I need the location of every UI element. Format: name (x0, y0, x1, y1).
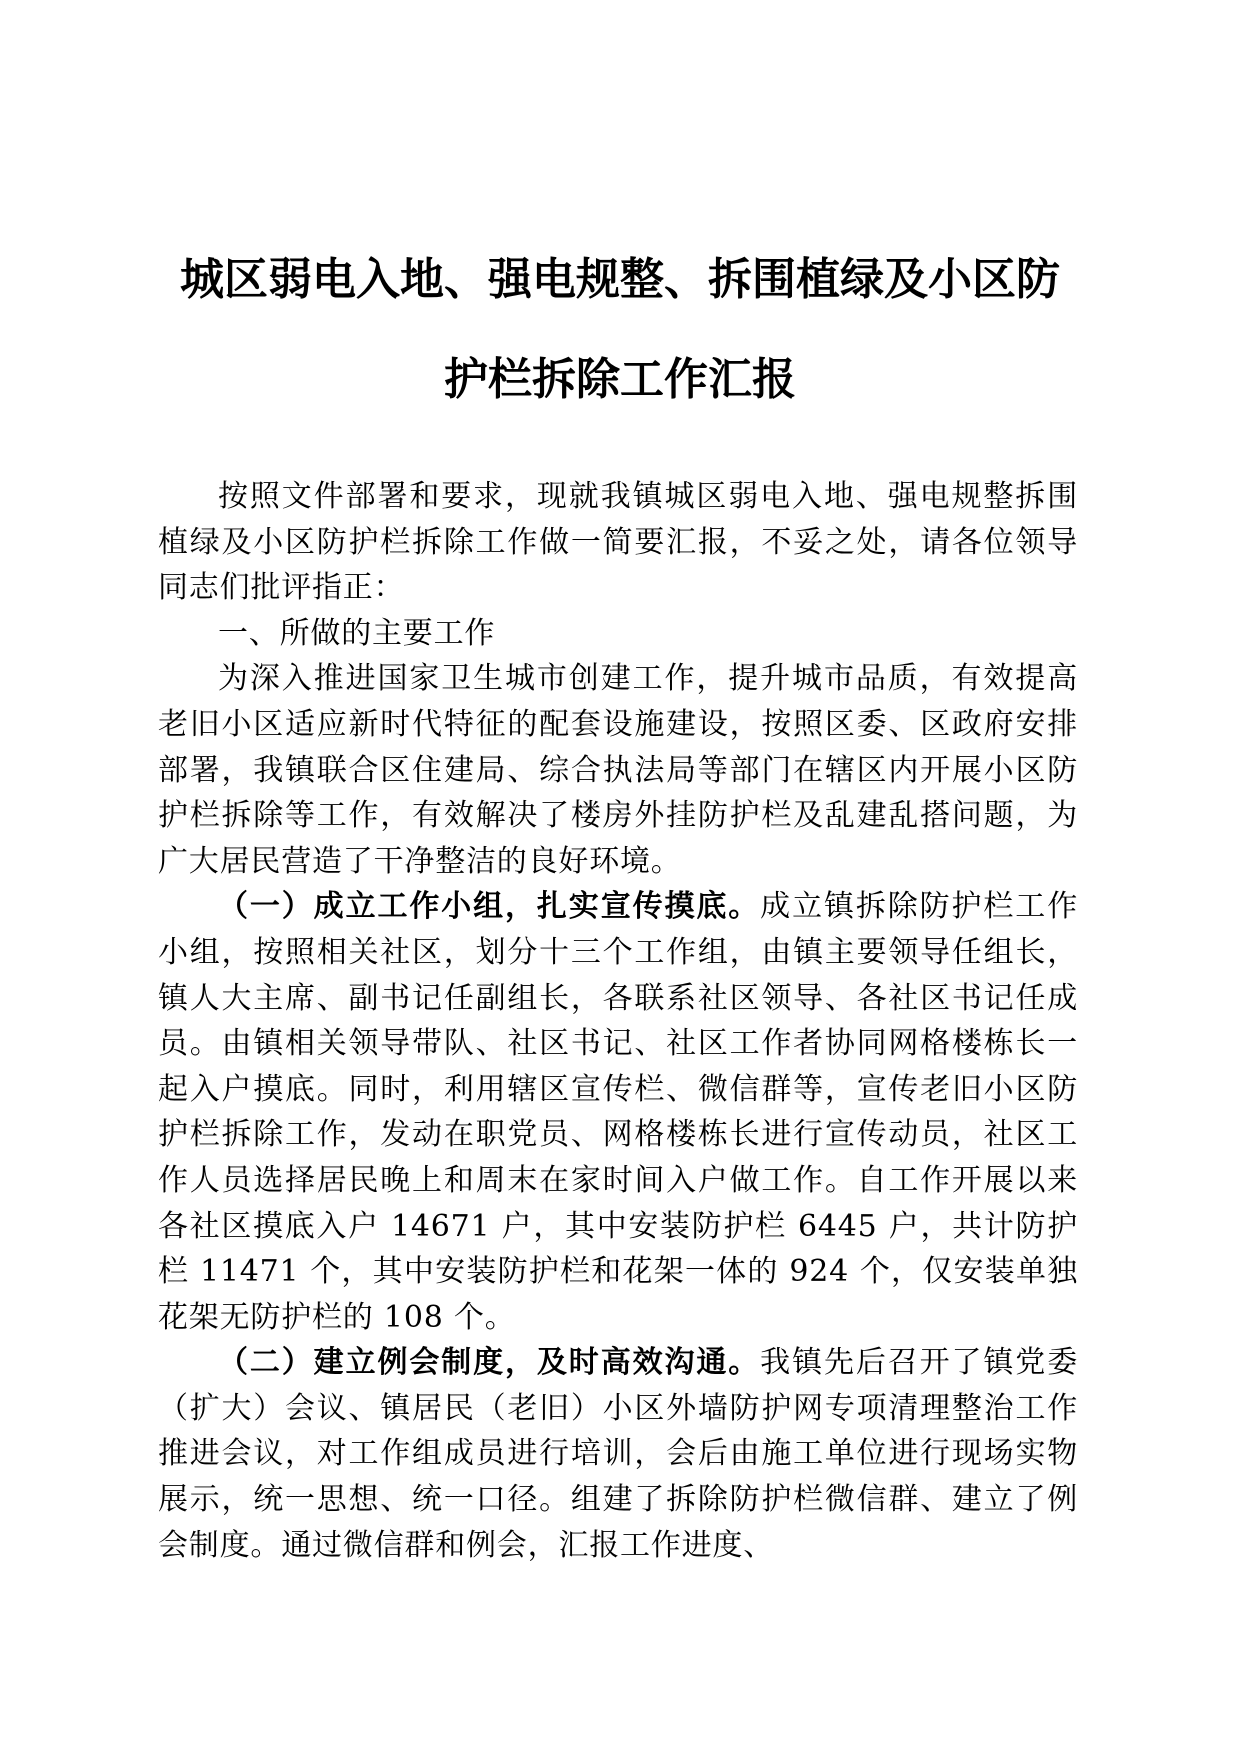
item1-paragraph (158, 884, 1078, 1340)
section1-paragraph: 为深入推进国家卫生城市创建工作，提升城市品质，有效提高老旧小区适应新时代特征的配套设施建设，按照区委、区政府安排部署，我镇联合区住建局、综合执法局等部门在辖区内开展小区防护栏拆除等工作，有效解决了楼房外挂防护栏及乱建乱搭问题，为广大居民营造了干净整洁的良好环境。 (158, 661, 1078, 879)
title-line-2: 护栏拆除工作汇报 (444, 354, 796, 405)
document-title (140, 230, 1100, 430)
item2-text: 我镇先后召开了镇党委（扩大）会议、镇居民（老旧）小区外墙防护网专项清理整治工作推进会议，对工作组成员进行培训，会后由施工单位进行现场实物展示，统一思想、统一口径。组建了拆除防护栏微信群、建立了例会制度。通过微信群和例会，汇报工作进度、 (158, 1345, 1078, 1563)
item1-text: 成立镇拆除防护栏工作小组，按照相关社区，划分十三个工作组，由镇主要领导任组长，镇人大主席、副书记任副组长，各联系社区领导、各社区书记任成员。由镇相关领导带队、社区书记、社区工作者协同网格楼栋长一起入户摸底。同时，利用辖区宣传栏、微信群等，宣传老旧小区防护栏拆除工作，发动在职党员、网格楼栋长进行宣传动员，社区工作人员选择居民晚上和周末在家时间入户做工作。自工作开展以来各社区摸底入户 14671 户，其中安装防护栏 6445 户，共计防护栏 11471 个，其中安装防护栏和花架一体的 924 个，仅安装单独花架无防护栏的 108 个。 (158, 889, 1078, 1335)
item1-lead: （一）成立工作小组，扎实宣传摸底。 (218, 889, 761, 925)
item2-lead: （二）建立例会制度，及时高效沟通。 (218, 1345, 761, 1381)
section-heading-1: 一、所做的主要工作 (218, 615, 496, 651)
title-line-1: 城区弱电入地、强电规整、拆围植绿及小区防 (180, 254, 1060, 305)
intro-paragraph: 按照文件部署和要求，现就我镇城区弱电入地、强电规整拆围植绿及小区防护栏拆除工作做一简要汇报，不妥之处，请各位领导同志们批评指正： (158, 479, 1078, 606)
document-body (158, 474, 1078, 1568)
item2-paragraph (158, 1340, 1078, 1568)
